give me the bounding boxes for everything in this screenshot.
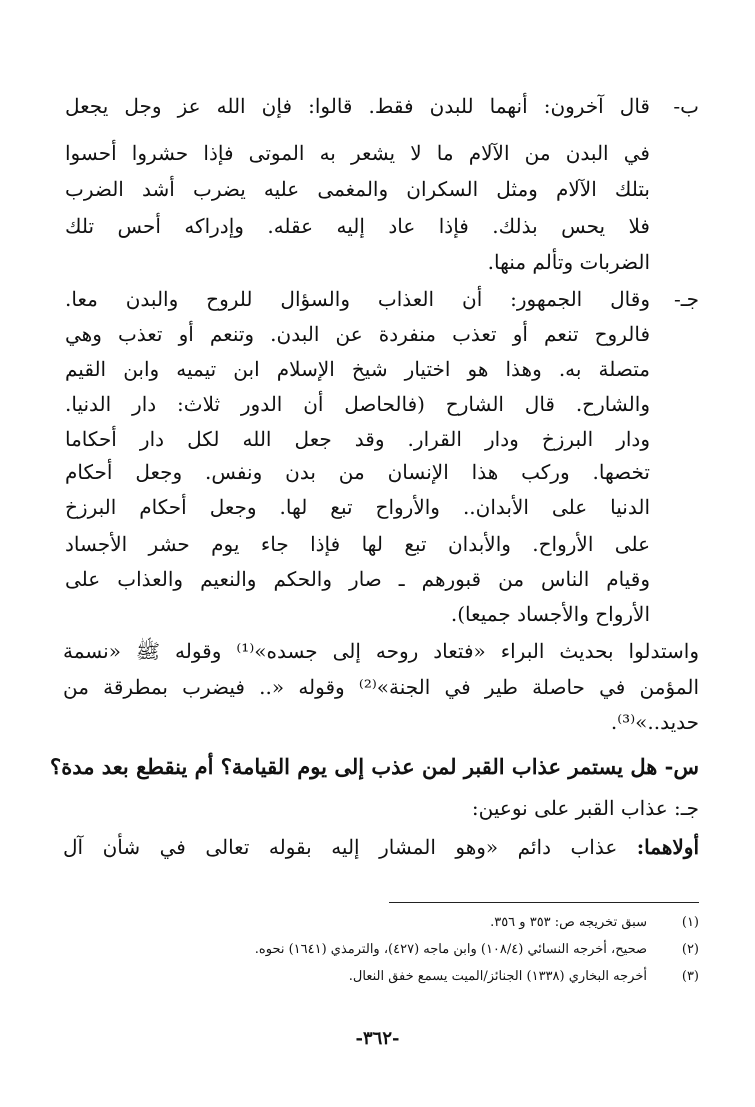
item-marker-j: جـ- [674, 287, 699, 311]
text-line: متصلة به. وهذا هو اختيار شيخ الإسلام ابن تيميه وابن القيم [65, 357, 650, 381]
text-line: في البدن من الآلام ما لا يشعر به الموتى فإذا حشروا أحسوا [65, 141, 650, 165]
text-line: وقال الجمهور: أن العذاب والسؤال للروح والبدن معا. [65, 287, 650, 311]
text-line: وقيام الناس من قبورهم ـ صار والحكم والنعيم والعذاب على [65, 567, 650, 591]
footnote-text: سبق تخريجه ص: ٣٥٣ و ٣٥٦. [490, 915, 647, 930]
footnote-separator [389, 902, 699, 903]
text-line: ودار البرزخ ودار القرار. وقد جعل الله لكل دار أحكاما [65, 427, 650, 451]
page-number: -٣٦٢- [355, 1028, 400, 1049]
footnote-number: (١) [681, 915, 699, 930]
footnote-number: (٣) [681, 969, 699, 984]
evidence-line: حديد..»⁽³⁾. [610, 710, 699, 734]
question-heading: س- هل يستمر عذاب القبر لمن عذب إلى يوم القيامة؟ أم ينقطع بعد مدة؟ [50, 754, 699, 779]
evidence-line: المؤمن في حاصلة طير في الجنة»⁽²⁾ وقوله «.. فيضرب بمطرقة من [63, 675, 699, 699]
first-type-text: عذاب دائم «وهو المشار إليه بقوله تعالى في شأن آل [63, 835, 618, 859]
text-line: الدنيا على الأبدان.. والأرواح تبع لها. وجعل أحكام البرزخ [65, 495, 650, 519]
text-line: على الأرواح. والأبدان تبع لها فإذا جاء يوم حشر الأجساد [65, 532, 650, 556]
first-type-label: أولاهما: [636, 835, 700, 859]
text-line: فالروح تنعم أو تعذب منفردة عن البدن. وتنعم أو تعذب وهي [65, 322, 650, 346]
text-line: فلا يحس بذلك. فإذا عاد إليه عقله. وإدراكه أحس تلك [65, 214, 650, 238]
text-line: الأرواح والأجساد جميعا). [450, 602, 650, 626]
text-line: والشارح. قال الشارح (فالحاصل أن الدور ثلاث: دار الدنيا. [65, 392, 650, 416]
evidence-line: واستدلوا بحديث البراء «فتعاد روحه إلى جسده»⁽¹⁾ وقوله ﷺ «نسمة [63, 639, 699, 663]
footnote-text: صحيح، أخرجه النسائي (١٠٨/٤) وابن ماجه (٤٢٧)، والترمذي (١٦٤١) نحوه. [254, 942, 647, 957]
text-line: قال آخرون: أنهما للبدن فقط. قالوا: فإن الله عز وجل يجعل [65, 94, 650, 118]
text-line: الضربات وتألم منها. [487, 250, 650, 274]
answer-intro: جـ: عذاب القبر على نوعين: [471, 796, 699, 820]
footnote-number: (٢) [681, 942, 699, 957]
item-marker-b: ب- [673, 94, 699, 118]
answer-first-line [63, 833, 699, 861]
text-line: تخصها. وركب هذا الإنسان من بدن ونفس. وجعل أحكام [65, 460, 650, 484]
text-line: بتلك الآلام ومثل السكران والمغمى عليه يضرب أشد الضرب [65, 177, 650, 201]
footnote-text: أخرجه البخاري (١٣٣٨) الجنائز/الميت يسمع خفق النعال. [348, 969, 647, 984]
